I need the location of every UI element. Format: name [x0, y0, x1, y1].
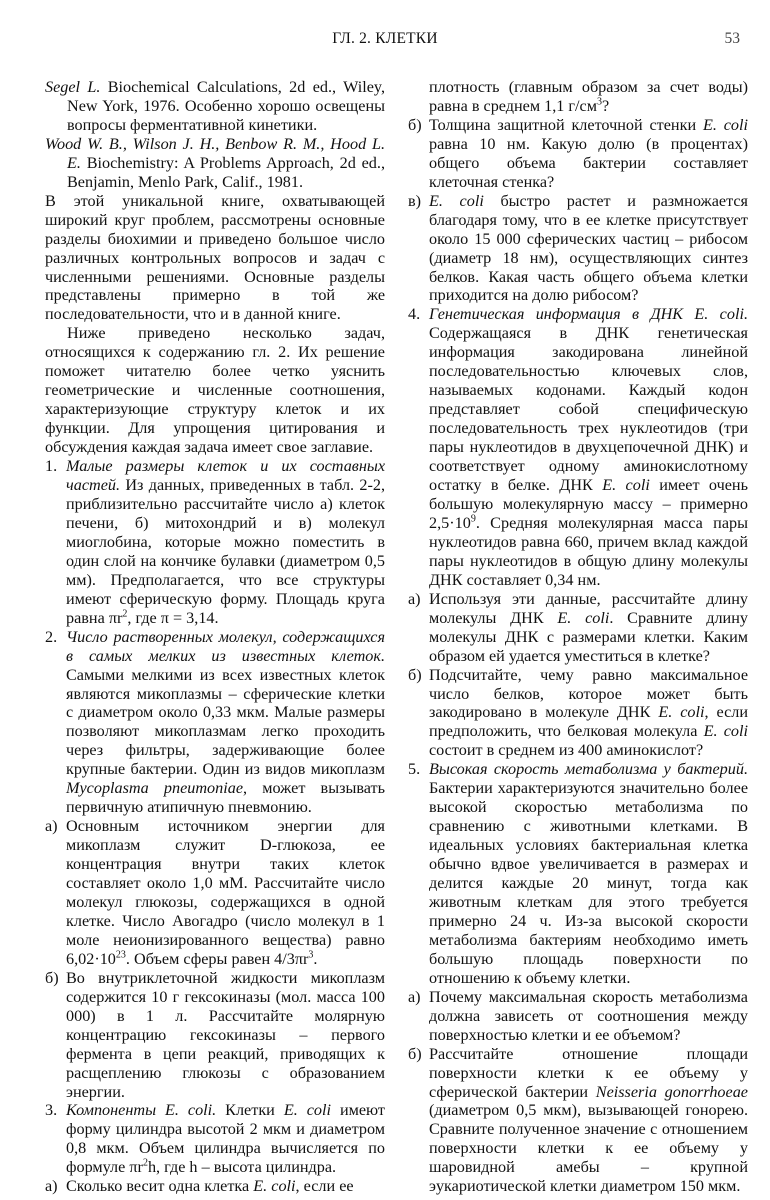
- text-run: , если предположить, что белковая молекула: [429, 703, 748, 741]
- problem-item: [408, 305, 748, 589]
- italic-text: Wood W. B., Wilson J. H., Benbow R. M., Hood L. E.: [45, 134, 385, 172]
- problem-item: [45, 1101, 385, 1177]
- text-run: h, где h – высота цилиндра.: [147, 1158, 337, 1177]
- problem-item: [408, 988, 748, 1045]
- text-run: . Сравните длину молекулы ДНК с размерами клетки. Каким образом ей удается уместиться в клетке?: [429, 608, 748, 665]
- text-run: Клетки: [216, 1101, 284, 1120]
- text-run: Рассчитайте отношение площади поверхности клетки к ее объему у сферической бактерии: [429, 1044, 748, 1101]
- problem-item: [408, 760, 748, 987]
- problem-item: [408, 666, 748, 761]
- italic-text: Число растворенных молекул, содержащихся в самых мелких из известных клеток.: [66, 627, 385, 665]
- italic-text: E. coli: [602, 476, 650, 495]
- text-run: равна 10 нм. Какую долю (в процентах) общего объема бактерии составляет клеточная стенка?: [429, 134, 748, 191]
- text-run: имеют форму цилиндра высотой 2 мкм и диаметром 0,8 мкм. Объем цилиндра вычисляется по формуле πr: [66, 1101, 385, 1177]
- item-label: 2.: [45, 627, 58, 646]
- item-label: 4.: [408, 305, 421, 324]
- text-run: Самыми мелкими из всех известных клеток являются микоплазмы – сферические клетки с диаметром около 0,33 мкм. Малые размеры позволяют микоплазмам легко проходить через фильтры, задерживающие более крупные бактерии. Один из видов микоплазм: [66, 665, 385, 779]
- superscript: 2: [142, 1157, 148, 1169]
- text-run: Используя эти данные, рассчитайте длину молекулы ДНК: [429, 589, 748, 627]
- text-run: .: [313, 949, 318, 968]
- item-label: б): [45, 968, 59, 987]
- text-run: Почему максимальная скорость метаболизма должна зависеть от соотношения между поверхностью клетки и ее объемом?: [429, 987, 748, 1044]
- superscript: 23: [115, 949, 126, 961]
- text-run: Biochemistry: A Problems Approach, 2d ed., Benjamin, Menlo Park, Calif., 1981.: [67, 153, 385, 191]
- problem-item: [45, 817, 385, 969]
- item-label: в): [408, 191, 422, 210]
- item-label: а): [408, 589, 421, 608]
- italic-text: Высокая скорость метаболизма у бактерий.: [429, 760, 748, 779]
- italic-text: E. coli: [702, 115, 748, 134]
- italic-text: E. coli: [703, 722, 748, 741]
- problem-item: [45, 628, 385, 818]
- item-label: 1.: [45, 457, 58, 476]
- paragraph: [45, 324, 385, 457]
- item-label: а): [408, 987, 421, 1006]
- italic-text: E. coli: [283, 1101, 331, 1120]
- problem-item: [408, 116, 748, 192]
- problem-item: [408, 590, 748, 666]
- text-run: ?: [601, 96, 610, 115]
- italic-text: Малые размеры клеток и их составных частей.: [66, 457, 385, 495]
- italic-text: Neisseria gonorrhoeae: [595, 1082, 748, 1101]
- item-label: б): [408, 665, 422, 684]
- superscript: 2: [122, 608, 128, 620]
- italic-text: Segel L.: [45, 78, 101, 96]
- superscript: 3: [308, 949, 314, 961]
- text-run: Во внутриклеточной жидкости микоплазм содержится 10 г гексокиназы (мол. масса 100 000) в 1 л. Рассчитайте молярную концентрацию гексокиназы – первого фермента в цепи реакций, приводящих к расщеплению глюкозы с образованием энергии.: [66, 968, 385, 1101]
- text-run: , может вызывать первичную атипичную пневмонию.: [66, 779, 386, 817]
- superscript: 3: [596, 96, 602, 108]
- italic-text: E. coli: [429, 191, 484, 210]
- right-column: [408, 78, 748, 1196]
- text-run: Сколько весит одна клетка: [66, 1177, 254, 1196]
- italic-text: Генетическая информация в ДНК E. coli.: [429, 305, 748, 324]
- italic-text: Компоненты E. coli.: [66, 1101, 217, 1120]
- text-run: Основным источником энергии для микоплазм служит D-глюкоза, ее концентрация внутри таких клеток составляет около 1,0 мМ. Рассчитайте число молекул глюкозы, содержащихся в одной клетке. Число Авогадро (число молекул в 1 моле неионизированного вещества) равно 6,02·10: [66, 817, 385, 968]
- item-label: а): [45, 817, 58, 836]
- text-run: (диаметром 0,5 мкм), вызывающей гонорею. Сравните полученное значение с отношением поверхности клетки к ее объему у шаровидной амебы – крупной эукариотической клетки диаметром 150 мкм.: [429, 1101, 748, 1196]
- italic-text: E. coli: [557, 608, 610, 627]
- paragraph: [408, 78, 748, 116]
- page-number: 53: [724, 30, 740, 47]
- superscript: 9: [470, 513, 476, 525]
- problem-item: [45, 969, 385, 1102]
- reference-entry: [45, 78, 385, 135]
- text-run: Из данных, приведенных в табл. 2-2, приблизительно рассчитайте число а) клеток печени, б) митохондрий и в) молекул миоглобина, которые можно поместить в один слой на кончике булавки (диаметром 0,5 мм). Предполагается, что все структуры имеют сферическую форму. Площадь круга равна πr: [66, 476, 385, 627]
- problem-item: [408, 1045, 748, 1197]
- text-run: состоит в среднем из 400 аминокислот?: [429, 741, 704, 760]
- paragraph: [45, 192, 385, 325]
- problem-item: [45, 1177, 385, 1196]
- text-run: . Средняя молекулярная масса пары нуклеотидов равна 660, причем вклад каждой пары нуклеотидов в общую длину молекулы ДНК составляет 0,34 нм.: [429, 513, 748, 589]
- reference-entry: [45, 135, 385, 192]
- item-label: б): [408, 115, 422, 134]
- text-run: В этой уникальной книге, охватывающей широкий круг проблем, рассмотрены основные разделы биохимии и приведено большое число различных контрольных вопросов и задач с численными решениями. Основные разделы представлены примерно в той же последовательности, что и в данной книге.: [45, 191, 385, 324]
- italic-text: E. coli: [253, 1177, 296, 1196]
- problem-item: [45, 457, 385, 628]
- item-label: б): [408, 1044, 422, 1063]
- text-run: Бактерии характеризуются значительно более высокой скоростью метаболизма по сравнению с животными клетками. В идеальных условиях бактериальная клетка обычно вдвое увеличивается в размерах и делится каждые 20 минут, тогда как животным клеткам для этого требуется примерно 24 ч. Из-за высокой скорости метаболизма бактериям необходимо иметь большую площадь поверхности по отношению к объему клетки.: [429, 779, 748, 987]
- running-header: [0, 30, 770, 54]
- text-run: Ниже приведено несколько задач, относящихся к содержанию гл. 2. Их решение поможет читателю более четко уяснить геометрические и численные соотношения, характеризующие структуру клеток и их функции. Для упрощения цитирования и обсуждения каждая задача имеет свое заглавие.: [45, 324, 385, 457]
- text-run: , где π = 3,14.: [127, 608, 219, 627]
- italic-text: E. coli: [658, 703, 705, 722]
- problem-item: [408, 192, 748, 306]
- item-label: 3.: [45, 1101, 58, 1120]
- text-run: Толщина защитной клеточной стенки: [429, 115, 703, 134]
- chapter-title: ГЛ. 2. КЛЕТКИ: [332, 30, 438, 47]
- text-run: плотность (главным образом за счет воды) равна в среднем 1,1 г/см: [429, 78, 748, 115]
- text-run: Содержащаяся в ДНК генетическая информация закодирована линейной последовательностью ключевых слов, называемых кодонами. Каждый кодон представляет собой специфическую последовательность трех нуклеотидов (три пары нуклеотидов в двухцепочечной ДНК) и соответствует одному аминокислотному остатку в белке. ДНК: [429, 324, 748, 495]
- text-run: Biochemical Calculations, 2d ed., Wiley, New York, 1976. Особенно хорошо освещены вопросы ферментативной кинетики.: [67, 78, 385, 134]
- item-label: 5.: [408, 760, 421, 779]
- text-run: быстро растет и размножается благодаря тому, что в ее клетке присутствует около 15 000 сферических частиц – рибосом (диаметр 18 нм), осуществляющих синтез белков. Какая часть общего объема клетки приходится на долю рибосом?: [429, 191, 748, 305]
- text-run: Подсчитайте, чему равно максимальное число белков, которое может быть закодировано в молекуле ДНК: [429, 665, 748, 722]
- text-run: имеет очень большую молекулярную массу – примерно 2,5·10: [429, 476, 748, 532]
- text-run: . Объем сферы равен 4/3πr: [125, 949, 309, 968]
- text-run: , если ее: [295, 1177, 354, 1196]
- italic-text: Mycoplasma pneumoniae: [66, 779, 244, 798]
- item-label: а): [45, 1177, 58, 1196]
- left-column: [45, 78, 385, 1196]
